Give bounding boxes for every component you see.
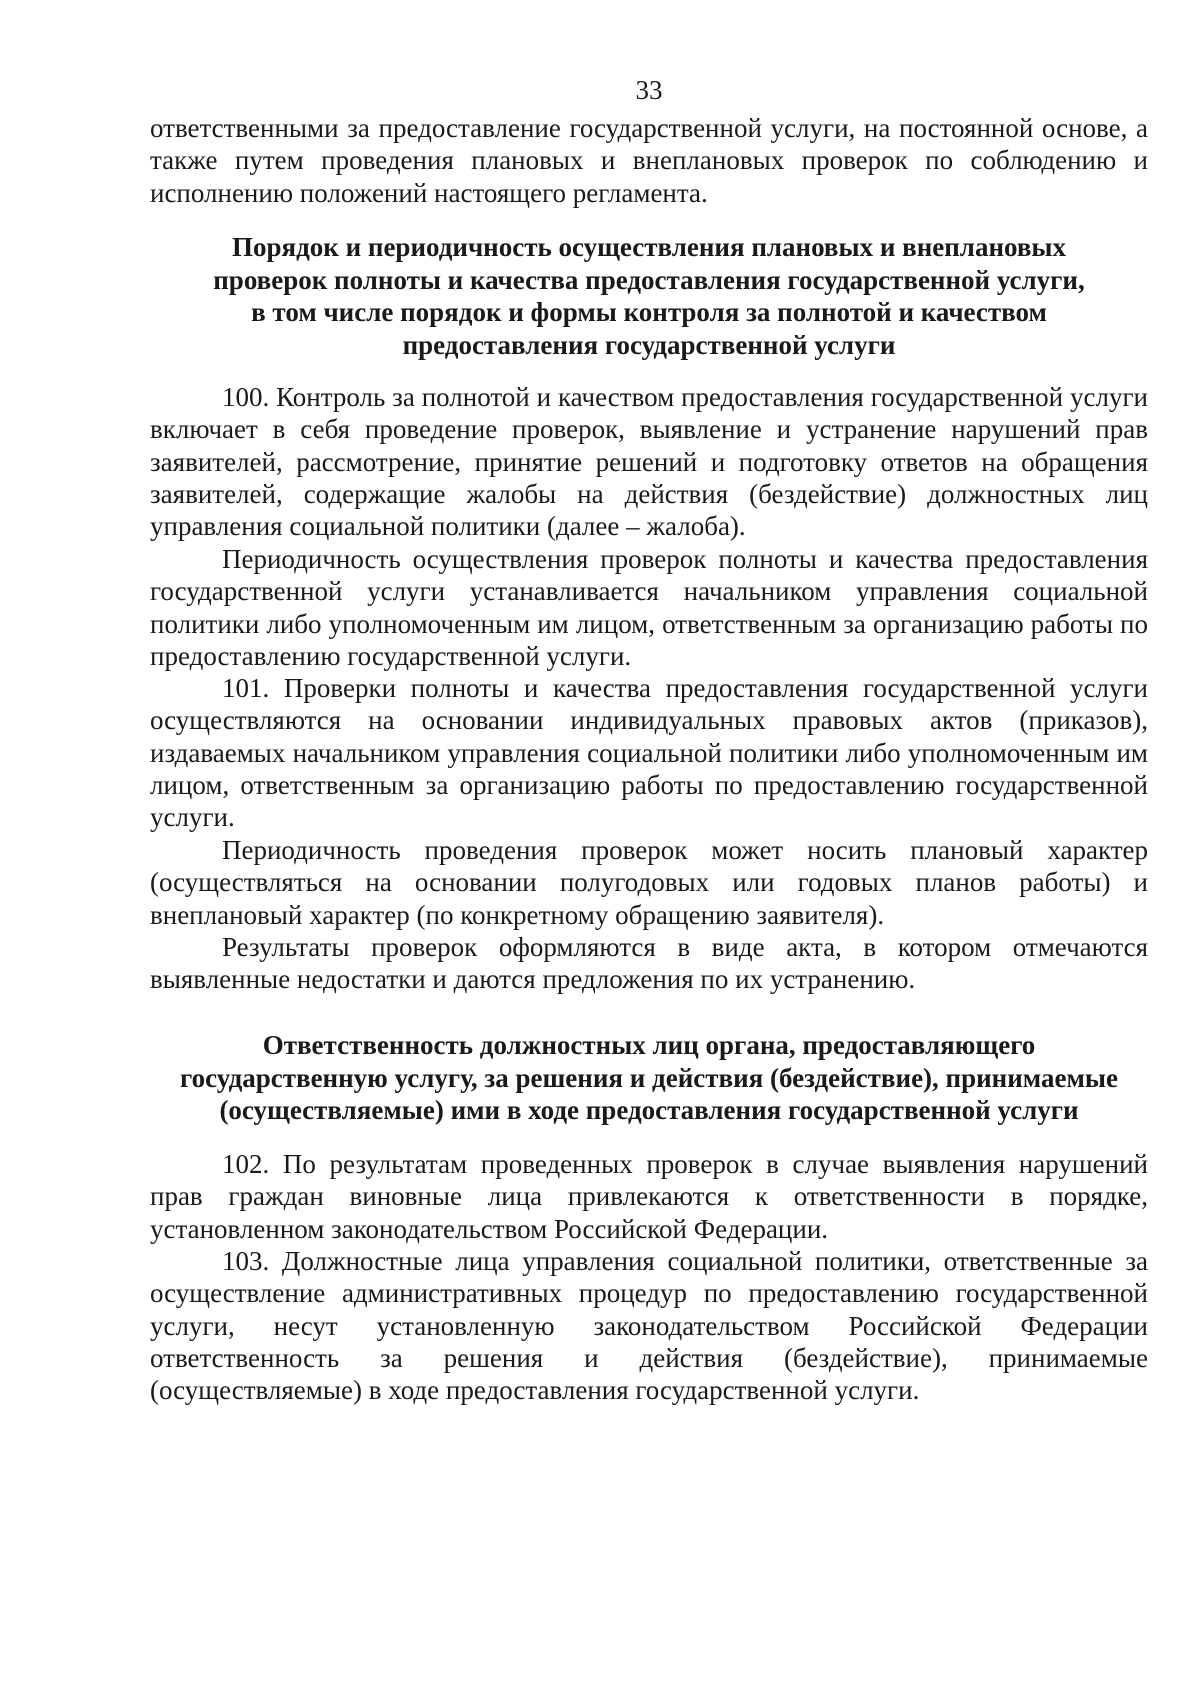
paragraph-101-results: Результаты проверок оформляются в виде акта, в котором отмечаются выявленные недостатки и даются предложения по их устранению.	[150, 932, 1148, 995]
heading-line: в том числе порядок и формы контроля за полнотой и качеством	[251, 297, 1047, 327]
heading-line: Ответственность должностных лиц органа, предоставляющего	[262, 1030, 1036, 1060]
heading-line: проверок полноты и качества предоставления государственной услуги,	[213, 264, 1085, 295]
section-heading-control-procedure	[150, 231, 1148, 361]
paragraph-100: 100. Контроль за полнотой и качеством предоставления государственной услуги включает в себя проведение проверок, выявление и устранение нарушений прав заявителей, рассмотрение, принятие решений и подготовку ответов на обращения заявителей, содержащие жалобы на действия (бездействие) должностных лиц управления социальной политики (далее – жалоба).	[150, 382, 1148, 542]
heading-line: Порядок и периодичность осуществления плановых и внеплановых	[232, 232, 1066, 262]
paragraph-102: 102. По результатам проведенных проверок в случае выявления нарушений прав граждан виновные лица привлекаются к ответственности в порядке, установленном законодательством Российской Федерации.	[150, 1149, 1148, 1244]
paragraph-100-periodicity: Периодичность осуществления проверок полноты и качества предоставления государственной услуги устанавливается начальником управления социальной политики либо уполномоченным им лицом, ответственным за организацию работы по предоставлению государственной услуги.	[150, 544, 1148, 671]
heading-line: (осуществляемые) ими в ходе предоставления государственной услуги	[219, 1095, 1079, 1125]
continuation-paragraph: ответственными за предоставление государственной услуги, на постоянной основе, а также путем проведения плановых и внеплановых проверок по соблюдению и исполнению положений настоящего регламента.	[150, 113, 1148, 208]
page-number: 33	[635, 75, 663, 105]
paragraph-101-periodicity: Периодичность проведения проверок может носить плановый характер (осуществляться на основании полугодовых или годовых планов работы) и внеплановый характер (по конкретному обращению заявителя).	[150, 835, 1148, 930]
section-heading-responsibility	[150, 1029, 1148, 1127]
paragraph-101: 101. Проверки полноты и качества предоставления государственной услуги осуществляются на основании индивидуальных правовых актов (приказов), издаваемых начальником управления социальной политики либо уполномоченным им лицом, ответственным за организацию работы по предоставлению государственной услуги.	[150, 673, 1148, 833]
heading-line: предоставления государственной услуги	[402, 329, 896, 360]
heading-line: государственную услугу, за решения и действия (бездействие), принимаемые	[180, 1062, 1118, 1093]
paragraph-103: 103. Должностные лица управления социальной политики, ответственные за осуществление административных процедур по предоставлению государственной услуги, несут установленную законодательством Российской Федерации ответственность за решения и действия (бездействие), принимаемые (осуществляемые) в ходе предоставления государственной услуги.	[150, 1246, 1148, 1406]
